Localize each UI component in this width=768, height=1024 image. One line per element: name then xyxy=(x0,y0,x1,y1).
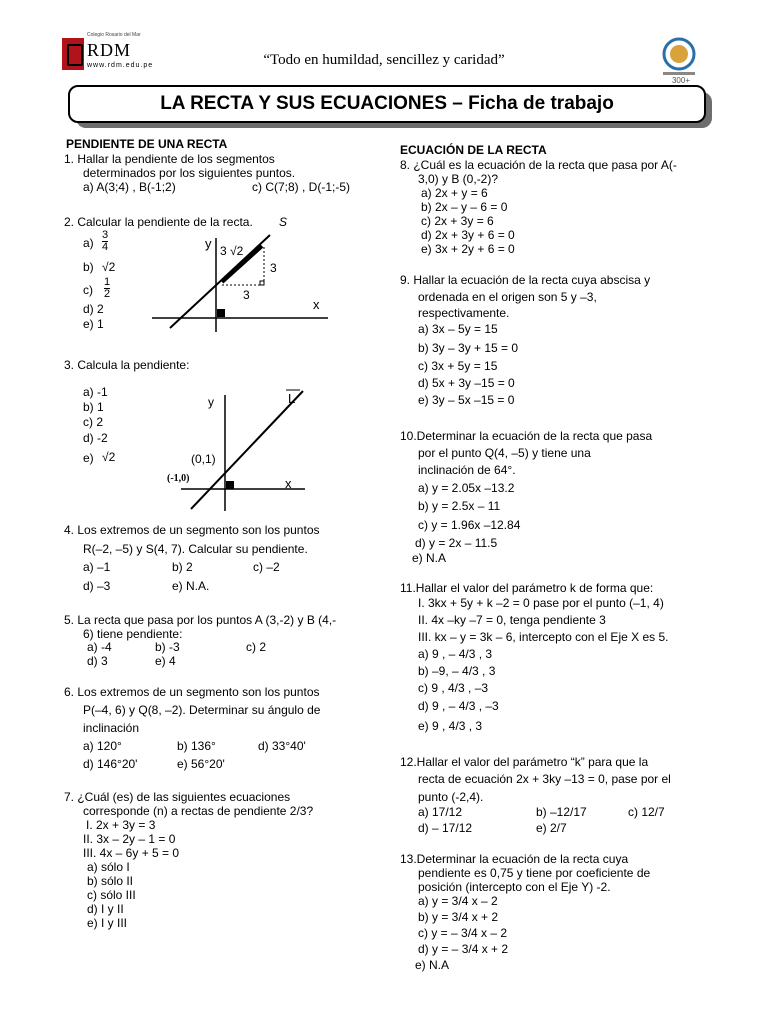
section-title-slope: PENDIENTE DE UNA RECTA xyxy=(66,137,228,151)
svg-text:300+: 300+ xyxy=(671,76,691,85)
q5-line1: 5. La recta que pasa por los puntos A (3,-2) y B (4,- xyxy=(64,613,337,627)
q12-option-e: e) 2/7 xyxy=(536,821,567,835)
q8-option-c: c) 2x + 3y = 6 xyxy=(421,214,494,228)
q8-option-a: a) 2x + y = 6 xyxy=(421,186,488,200)
q10-option-e: e) N.A xyxy=(412,551,447,565)
q12-option-d: d) – 17/12 xyxy=(418,821,473,835)
q7-option-c: c) sólo III xyxy=(87,888,136,902)
q4-option-e: e) N.A. xyxy=(172,579,210,593)
q6-option-d: d) 33°40' xyxy=(258,739,306,753)
q2-y-label: y xyxy=(205,236,212,251)
q10-line1: 10.Determinar la ecuación de la recta que pasa xyxy=(400,429,653,443)
q8-line2: 3,0) y B (0,-2)? xyxy=(418,172,499,186)
q3-y-label: y xyxy=(208,395,214,409)
q6-line1: 6. Los extremos de un segmento son los puntos xyxy=(64,685,320,699)
q8-option-e: e) 3x + 2y + 6 = 0 xyxy=(421,242,515,256)
q11-option-e: e) 9 , 4/3 , 3 xyxy=(418,719,483,733)
q4-option-d: d) –3 xyxy=(83,579,111,593)
q7-statement-ii: II. 3x – 2y – 1 = 0 xyxy=(83,832,176,846)
q3-option-e-label: e) xyxy=(83,451,94,465)
website-text: www.rdm.edu.pe xyxy=(87,62,154,69)
q7-option-a: a) sólo I xyxy=(87,860,130,874)
q13-option-d: d) y = – 3/4 x + 2 xyxy=(418,942,509,956)
q2-stem: 2. Calcular la pendiente de la recta. xyxy=(64,215,253,229)
q11-statement-i: I. 3kx + 5y + k –2 = 0 pase por el punto (–1, 4) xyxy=(418,596,664,610)
q7-line2: corresponde (n) a rectas de pendiente 2/3? xyxy=(83,804,314,818)
q2-origin-marker xyxy=(217,309,225,317)
q3-stem: 3. Calcula la pendiente: xyxy=(64,358,190,372)
q5-line2: 6) tiene pendiente: xyxy=(83,627,183,641)
q13-option-b: b) y = 3/4 x + 2 xyxy=(418,910,499,924)
q5-option-a: a) -4 xyxy=(87,640,112,654)
q3-x-label: x xyxy=(285,476,292,491)
q11-option-d: d) 9 , – 4/3 , –3 xyxy=(418,699,499,713)
q7-option-d: d) I y II xyxy=(87,902,124,916)
q2-right-angle xyxy=(260,281,264,285)
q13-option-c: c) y = – 3/4 x – 2 xyxy=(418,926,508,940)
q3-point-neg1-0: (-1,0) xyxy=(167,473,190,484)
q7-option-b: b) sólo II xyxy=(87,874,134,888)
q9-option-c: c) 3x + 5y = 15 xyxy=(418,359,498,373)
q7-statement-i: I. 2x + 3y = 3 xyxy=(86,818,156,832)
q6-option-d-second: d) 146°20' xyxy=(83,757,138,771)
q9-option-d: d) 5x + 3y –15 = 0 xyxy=(418,376,515,390)
q11-option-b: b) –9, – 4/3 , 3 xyxy=(418,664,496,678)
q1-option-c: c) C(7;8) , D(-1;-5) xyxy=(252,180,351,194)
q12-option-c: c) 12/7 xyxy=(628,805,665,819)
q10-option-b: b) y = 2.5x – 11 xyxy=(418,499,501,513)
q2-option-a-label: a) xyxy=(83,236,94,250)
q13-line2: pendiente es 0,75 y tiene por coeficiente de xyxy=(418,866,651,880)
q5-option-c: c) 2 xyxy=(246,640,267,654)
q5-option-d: d) 3 xyxy=(87,654,108,668)
q11-option-c: c) 9 , 4/3 , –3 xyxy=(418,681,489,695)
q2-x-label: x xyxy=(313,297,320,312)
q2-vertical-label: 3 xyxy=(270,261,277,275)
section-title-equation: ECUACIÓN DE LA RECTA xyxy=(400,143,547,157)
q5-option-e: e) 4 xyxy=(155,654,176,668)
q13-option-a: a) y = 3/4 x – 2 xyxy=(418,894,498,908)
q13-line3: posición (intercepto con el Eje Y) -2. xyxy=(418,880,611,894)
q3-option-e-value: √2 xyxy=(102,450,116,464)
q12-line2: recta de ecuación 2x + 3ky –13 = 0, pase por el xyxy=(418,772,671,786)
q5-option-b: b) -3 xyxy=(155,640,180,654)
q12-line3: punto (-2,4). xyxy=(418,790,484,804)
q3-point-0-1: (0,1) xyxy=(191,452,216,466)
motto: “Todo en humildad, sencillez y caridad” xyxy=(263,52,505,68)
q3-origin-marker xyxy=(226,481,234,489)
q10-option-c: c) y = 1.96x –12.84 xyxy=(418,518,521,532)
q3-option-b: b) 1 xyxy=(83,400,104,414)
q6-option-e: e) 56°20' xyxy=(177,757,225,771)
q13-option-e: e) N.A xyxy=(415,958,450,972)
q11-statement-iii: III. kx – y = 3k – 6, intercepto con el Eje X es 5. xyxy=(418,630,669,644)
q3-option-c: c) 2 xyxy=(83,415,104,429)
q4-line2: R(–2, –5) y S(4, 7). Calcular su pendiente. xyxy=(83,542,308,556)
q10-line2: por el punto Q(4, –5) y tiene una xyxy=(418,446,591,460)
q12-option-b: b) –12/17 xyxy=(536,805,587,819)
q4-line1: 4. Los extremos de un segmento son los puntos xyxy=(64,523,320,537)
q2-option-b-label: b) xyxy=(83,260,94,274)
brand-subtitle: Colegio Rosario del Mar xyxy=(87,32,141,38)
q9-option-a: a) 3x – 5y = 15 xyxy=(418,322,498,336)
q4-option-c: c) –2 xyxy=(253,560,280,574)
q10-option-d: d) y = 2x – 11.5 xyxy=(415,536,498,550)
q6-line3: inclinación xyxy=(83,721,140,735)
q10-line3: inclinación de 64°. xyxy=(418,463,516,477)
q6-line2: P(–4, 6) y Q(8, –2). Determinar su ángulo de xyxy=(83,703,321,717)
q2-option-b-value: √2 xyxy=(102,260,116,274)
q9-option-e: e) 3y – 5x –15 = 0 xyxy=(418,393,515,407)
q3-option-a: a) -1 xyxy=(83,385,108,399)
q13-line1: 13.Determinar la ecuación de la recta cuya xyxy=(400,852,629,866)
q7-line1: 7. ¿Cuál (es) de las siguientes ecuaciones xyxy=(64,790,291,804)
q1-line2: determinados por los siguientes puntos. xyxy=(83,166,296,180)
q1-line1: 1. Hallar la pendiente de los segmentos xyxy=(64,152,275,166)
q3-option-d: d) -2 xyxy=(83,431,108,445)
q2-option-e: e) 1 xyxy=(83,317,104,331)
brand-name: RDM xyxy=(87,40,132,60)
q10-option-a: a) y = 2.05x –13.2 xyxy=(418,481,515,495)
anniversary-seal xyxy=(659,36,699,84)
q2-hyp-label: 3 √2 xyxy=(220,244,244,258)
q12-line1: 12.Hallar el valor del parámetro “k” para que la xyxy=(400,755,649,769)
q8-option-b: b) 2x – y – 6 = 0 xyxy=(421,200,508,214)
q3-figure xyxy=(165,383,315,513)
q9-line1: 9. Hallar la ecuación de la recta cuya abscisa y xyxy=(400,273,651,287)
q2-option-c-fraction: $\frac{1}{2}$ xyxy=(104,276,111,300)
q7-option-e: e) I y III xyxy=(87,916,128,930)
q4-option-a: a) –1 xyxy=(83,560,111,574)
q4-option-b: b) 2 xyxy=(172,560,193,574)
q2-figure xyxy=(150,230,340,340)
q11-statement-ii: II. 4x –ky –7 = 0, tenga pendiente 3 xyxy=(418,613,606,627)
q8-option-d: d) 2x + 3y + 6 = 0 xyxy=(421,228,515,242)
q1-option-a: a) A(3;4) , B(-1;2) xyxy=(83,180,176,194)
q11-line1: 11.Hallar el valor del parámetro k de forma que: xyxy=(400,581,654,595)
q7-statement-iii: III. 4x – 6y + 5 = 0 xyxy=(83,846,180,860)
q9-line2: ordenada en el origen son 5 y –3, xyxy=(418,290,597,304)
q11-option-a: a) 9 , – 4/3 , 3 xyxy=(418,647,493,661)
q2-option-d: d) 2 xyxy=(83,302,104,316)
q9-option-b: b) 3y – 3y + 15 = 0 xyxy=(418,341,519,355)
q9-line3: respectivamente. xyxy=(418,306,510,320)
q3-l-label: L xyxy=(288,391,296,406)
q2-line-label: S xyxy=(279,215,288,229)
q12-option-a: a) 17/12 xyxy=(418,805,463,819)
q2-option-c-label: c) xyxy=(83,283,93,297)
q8-line1: 8. ¿Cuál es la ecuación de la recta que pasa por A(- xyxy=(400,158,677,172)
q2-option-a-fraction: $\frac{3}{4}$ xyxy=(102,229,109,253)
q6-option-b: b) 136° xyxy=(177,739,216,753)
q2-horizontal-label: 3 xyxy=(243,288,250,302)
page-title: LA RECTA Y SUS ECUACIONES – Ficha de trabajo xyxy=(160,93,614,114)
q6-option-a: a) 120° xyxy=(83,739,122,753)
